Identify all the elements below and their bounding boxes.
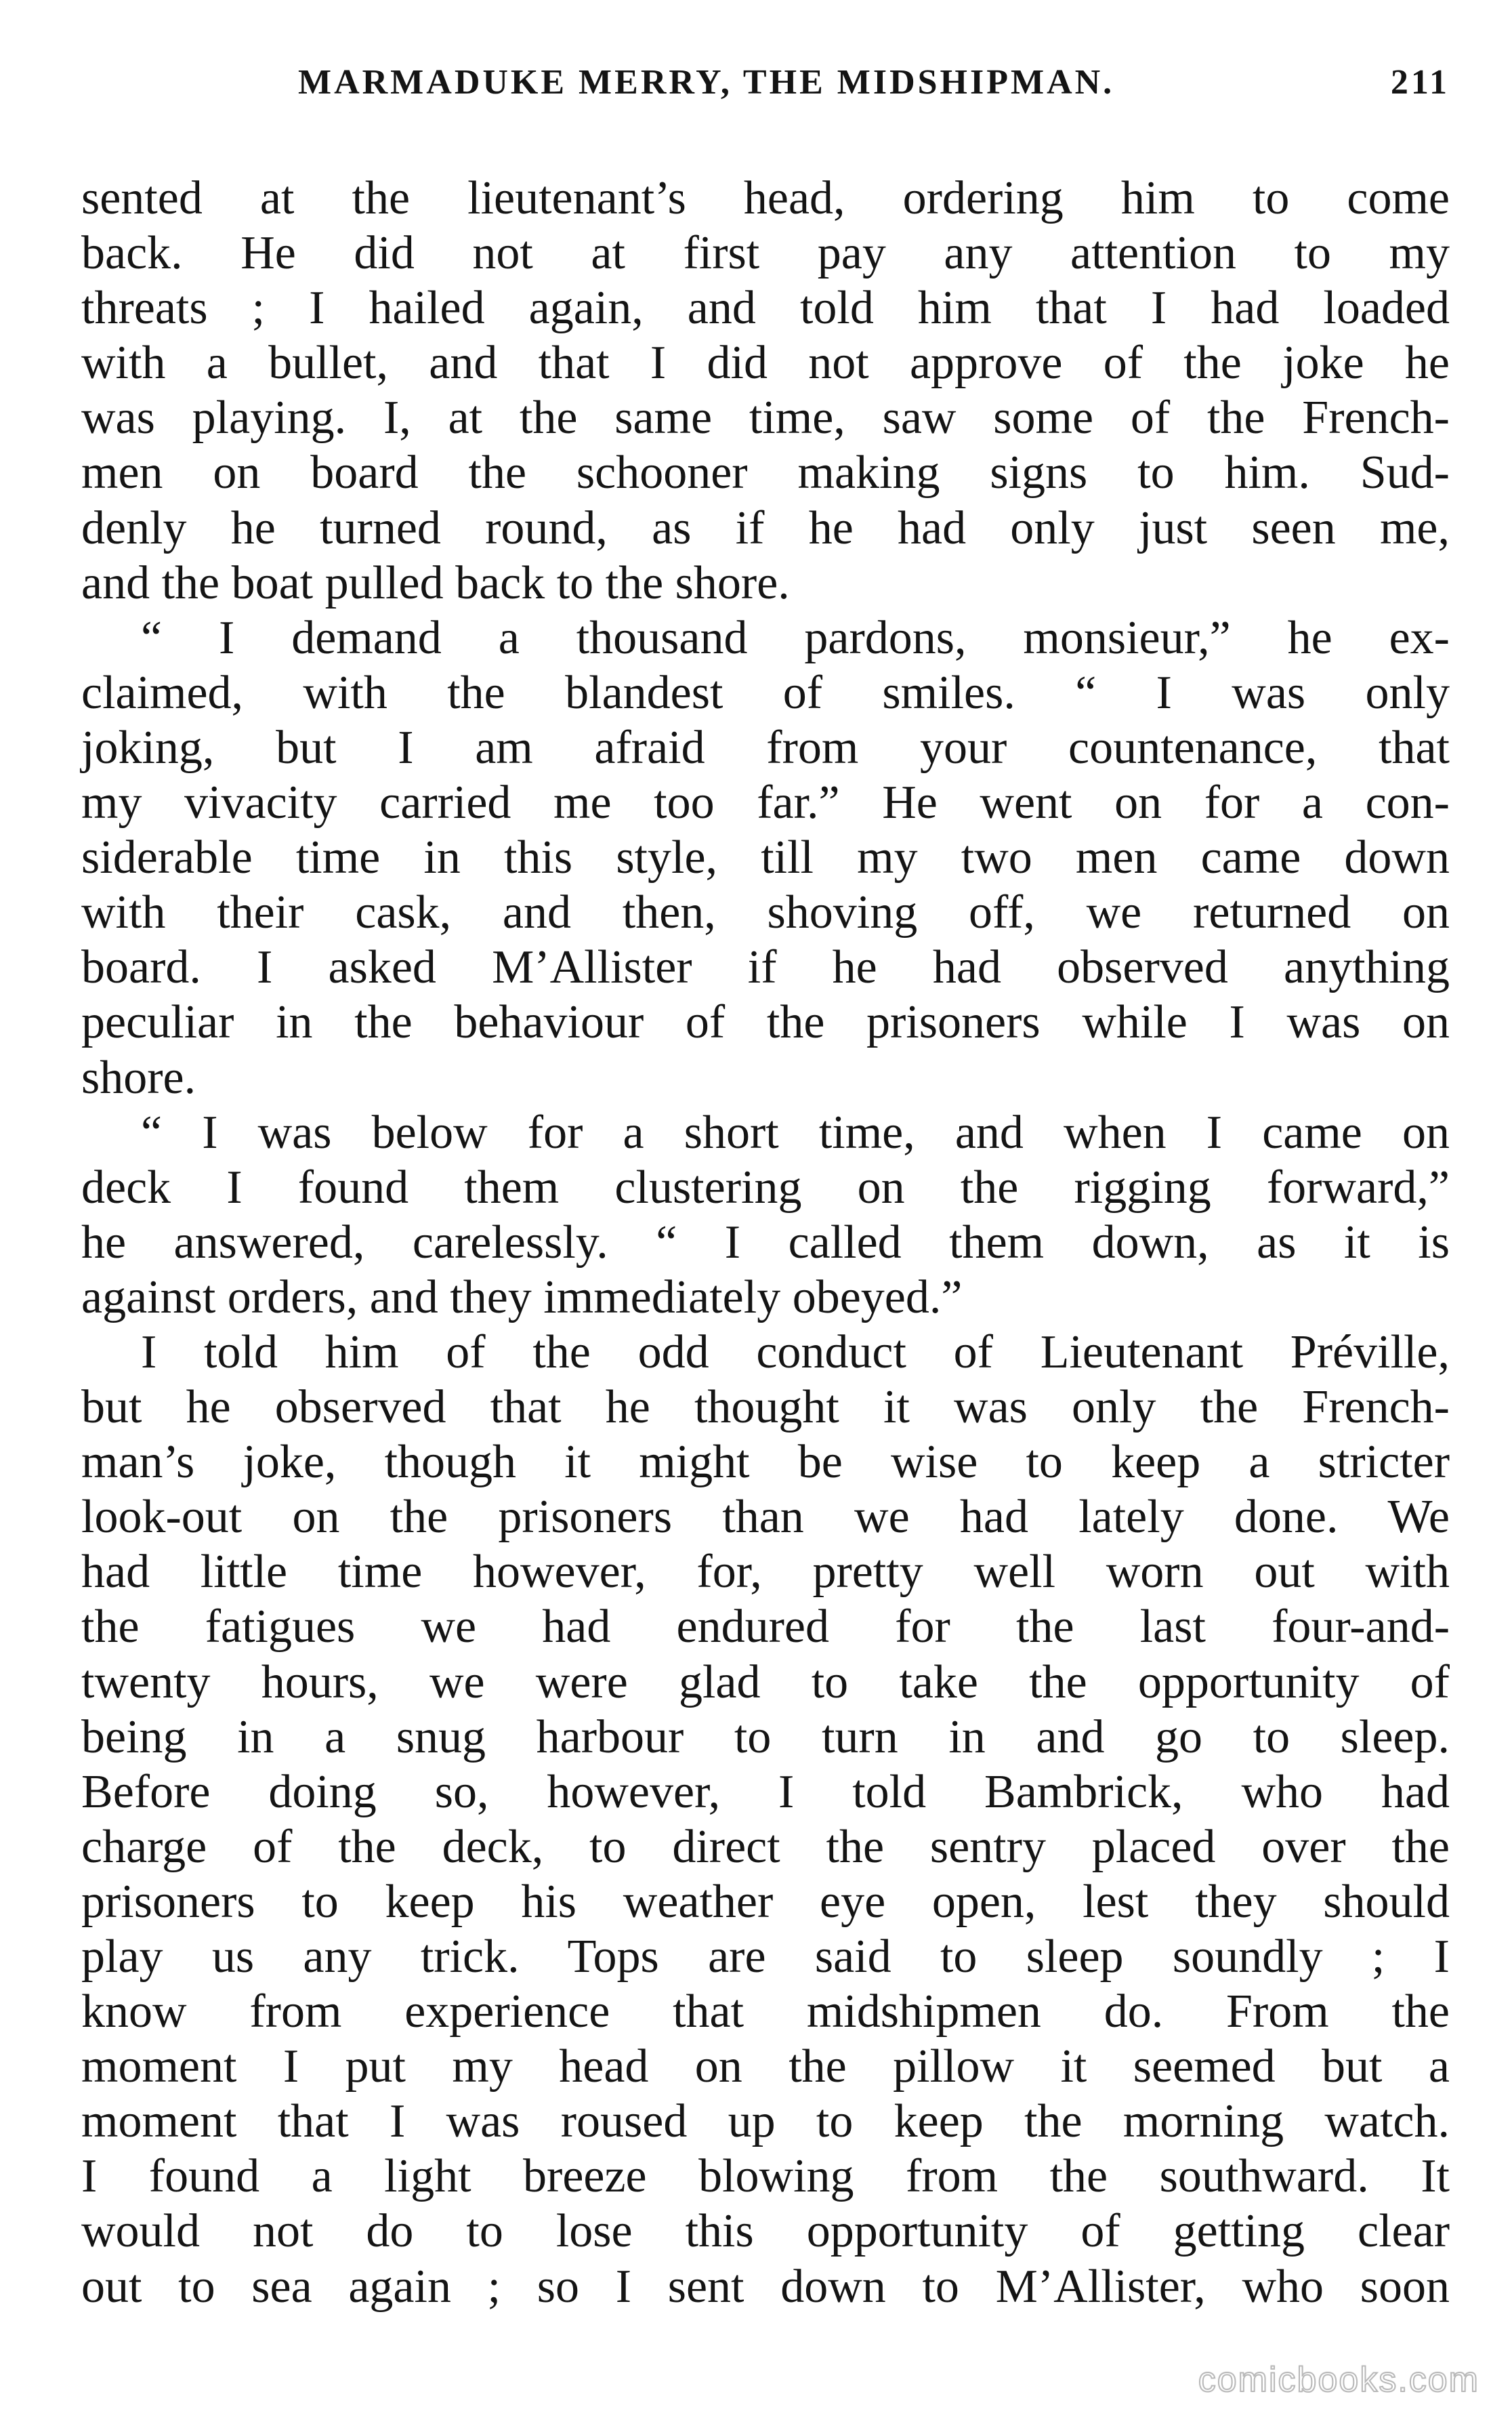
text-line: the fatigues we had endured for the last four-and- bbox=[81, 1601, 1450, 1653]
text-line: play us any trick. Tops are said to sleep soundly ; I bbox=[81, 1931, 1450, 1983]
text-line: with their cask, and then, shoving off, we returned on bbox=[81, 886, 1450, 939]
text-line: Before doing so, however, I told Bambrick, who had bbox=[81, 1765, 1450, 1818]
text-line: shore. bbox=[81, 1051, 196, 1104]
text-line: twenty hours, we were glad to take the opportunity of bbox=[81, 1655, 1450, 1708]
text-line: with a bullet, and that I did not approve of the joke he bbox=[81, 337, 1450, 390]
text-line: prisoners to keep his weather eye open, lest they should bbox=[81, 1875, 1450, 1928]
text-line: know from experience that midshipmen do. From the bbox=[81, 1985, 1450, 2038]
text-line: peculiar in the behaviour of the prisoners while I was on bbox=[81, 996, 1450, 1049]
text-line: out to sea again ; so I sent down to M’Allister, who soon bbox=[81, 2260, 1450, 2313]
text-line: man’s joke, though it might be wise to keep a stricter bbox=[81, 1436, 1450, 1489]
text-line: men on board the schooner making signs to him. Sud- bbox=[81, 447, 1450, 499]
text-line: look-out on the prisoners than we had lately done. We bbox=[81, 1491, 1450, 1544]
page-number: 211 bbox=[1390, 63, 1450, 102]
text-line: back. He did not at first pay any attention to my bbox=[81, 227, 1450, 280]
text-line: denly he turned round, as if he had only just seen me, bbox=[81, 501, 1450, 554]
text-line: “ I was below for a short time, and when I came on bbox=[141, 1106, 1450, 1159]
text-line: charge of the deck, to direct the sentry placed over the bbox=[81, 1820, 1450, 1873]
text-line: board. I asked M’Allister if he had observed anything bbox=[81, 941, 1450, 994]
text-line: my vivacity carried me too far.” He went on for a con- bbox=[81, 777, 1450, 829]
text-line: was playing. I, at the same time, saw some of the French- bbox=[81, 392, 1450, 445]
text-line: would not do to lose this opportunity of getting clear bbox=[81, 2205, 1450, 2258]
text-line: “ I demand a thousand pardons, monsieur,” he ex- bbox=[141, 611, 1450, 664]
text-line: he answered, carelessly. “ I called them down, as it is bbox=[81, 1216, 1450, 1269]
text-line: had little time however, for, pretty well worn out with bbox=[81, 1546, 1450, 1599]
text-line: siderable time in this style, till my two men came down bbox=[81, 831, 1450, 884]
text-line: I found a light breeze blowing from the southward. It bbox=[81, 2150, 1450, 2203]
text-line: but he observed that he thought it was only the French- bbox=[81, 1381, 1450, 1434]
text-line: sented at the lieutenant’s head, ordering him to come bbox=[81, 172, 1450, 224]
text-line: moment that I was roused up to keep the morning watch. bbox=[81, 2095, 1450, 2148]
running-title: MARMADUKE MERRY, THE MIDSHIPMAN. bbox=[298, 63, 1115, 102]
text-line: claimed, with the blandest of smiles. “ I was only bbox=[81, 666, 1450, 719]
text-line: deck I found them clustering on the rigging forward,” bbox=[81, 1161, 1450, 1214]
text-line: joking, but I am afraid from your countenance, that bbox=[81, 721, 1450, 774]
text-line: moment I put my head on the pillow it seemed but a bbox=[81, 2040, 1450, 2093]
watermark: comicbooks.com bbox=[1198, 2360, 1479, 2400]
text-line: being in a snug harbour to turn in and go to sleep. bbox=[81, 1710, 1450, 1763]
text-line: threats ; I hailed again, and told him that I had loaded bbox=[81, 282, 1450, 335]
running-head bbox=[298, 62, 1450, 117]
text-line: I told him of the odd conduct of Lieutenant Préville, bbox=[141, 1325, 1450, 1378]
text-line: against orders, and they immediately obeyed.” bbox=[81, 1271, 963, 1323]
text-line: and the boat pulled back to the shore. bbox=[81, 556, 790, 609]
body-text bbox=[81, 171, 1450, 2314]
